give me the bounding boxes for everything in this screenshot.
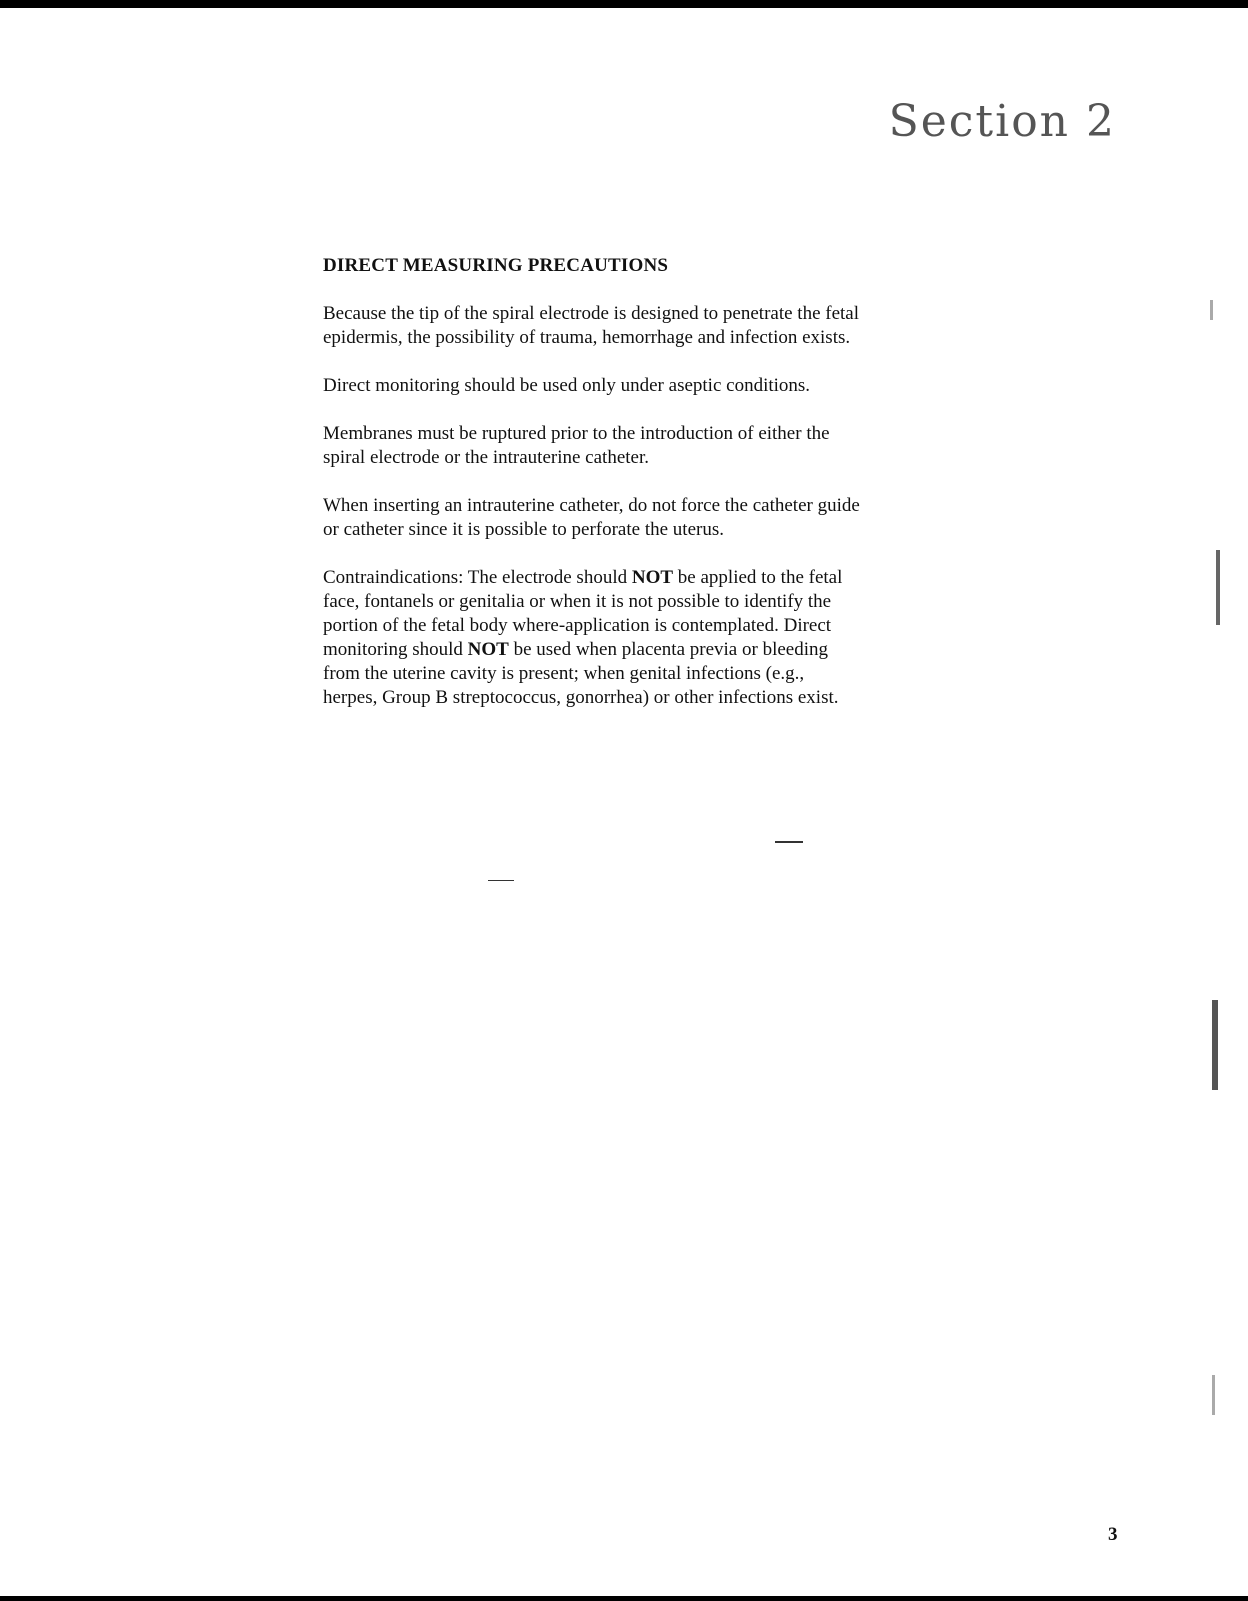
paragraph-aseptic-conditions: Direct monitoring should be used only under aseptic conditions. [323,375,811,396]
contraindications-emphasis-1: NOT [631,567,674,588]
paragraph-membranes: Membranes must be ruptured prior to the introduction of either the spiral electrode or the intrauterine catheter. [323,423,830,468]
scan-bottom-border [0,1596,1248,1601]
page-number: 3 [1108,1524,1118,1545]
scan-mark-edge-1 [1216,550,1220,625]
paragraph-intrauterine-catheter: When inserting an intrauterine catheter, do not force the catheter guide or catheter since it is possible to perforate the uterus. [323,495,860,540]
scan-mark-dash-1 [775,841,803,843]
paragraph-contraindications [323,566,863,710]
section-label: Section 2 [888,96,1116,147]
scan-top-border [0,0,1248,8]
scan-mark-edge-3 [1210,300,1213,320]
contraindications-text-1: Contraindications: The electrode should [323,567,632,588]
contraindications-text-2: be applied to the fetal face, fontanels or genitalia or when it is not possible to identify the portion of the fetal body where-application is contemplated. Direct monitoring should [323,567,843,660]
scan-mark-edge-2 [1212,1000,1218,1090]
contraindications-emphasis-2: NOT [467,639,509,660]
scan-mark-edge-4 [1212,1375,1215,1415]
document-body [323,302,863,734]
contraindications-text-3: be used when placenta previa or bleeding from the uterine cavity is present; when genital infections (e.g., herpes, Group B streptococcus, gonorrhea) or other infections exist. [323,639,839,708]
scan-mark-dash-2 [488,880,514,881]
page-heading: DIRECT MEASURING PRECAUTIONS [323,255,669,276]
paragraph-spiral-electrode: Because the tip of the spiral electrode is designed to penetrate the fetal epidermis, the possibility of trauma, hemorrhage and infection exists. [323,303,860,348]
